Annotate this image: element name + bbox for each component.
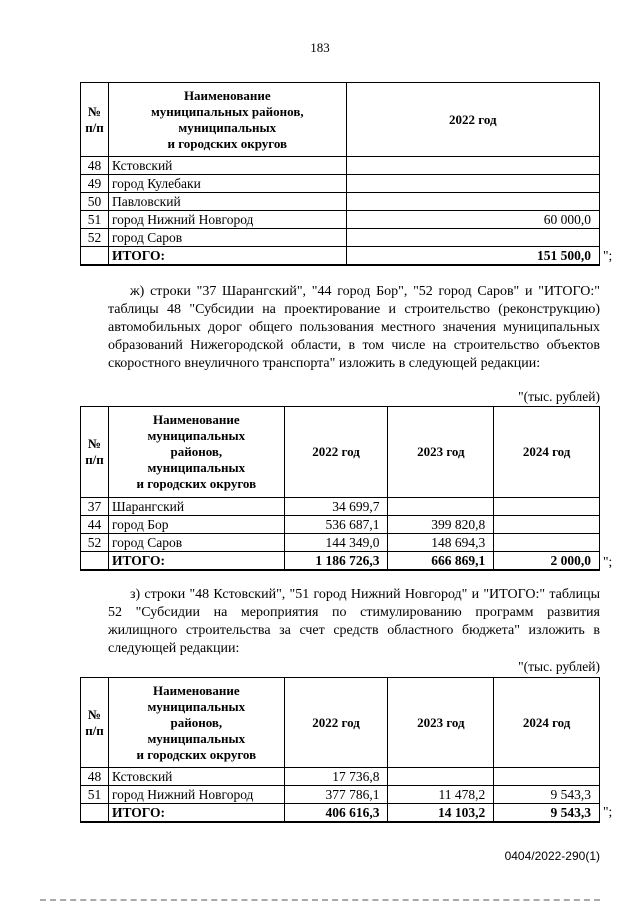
- column-header-name: [108, 83, 346, 157]
- table-row: [81, 157, 600, 175]
- row-value-2023: [388, 768, 494, 786]
- total-value-2022: 1 186 726,3: [284, 552, 388, 571]
- total-value-2023: 14 103,2: [388, 804, 494, 823]
- table-row: [81, 193, 600, 211]
- total-row: [81, 247, 600, 266]
- table-row: [81, 516, 600, 534]
- table-end-mark: ";: [603, 248, 613, 263]
- column-header-2022: 2022 год: [346, 83, 599, 157]
- paragraph-text: з) строки "48 Кстовский", "51 город Нижний Новгород" и "ИТОГО:" таблицы 52 "Субсидии на мероприятия по стимулированию программ развития жилищного строительства за счет средств областного бюджета" изложить в следующей редакции:: [108, 587, 600, 656]
- row-value-2022: [346, 229, 599, 247]
- table-52-housing: [80, 677, 600, 823]
- row-value-2022: 60 000,0: [346, 211, 599, 229]
- row-value-2022: 34 699,7: [284, 498, 388, 516]
- page-edge-artifact: [40, 899, 600, 901]
- row-number: 52: [81, 534, 109, 552]
- row-name: город Нижний Новгород: [108, 211, 346, 229]
- table-row: [81, 175, 600, 193]
- total-row: [81, 804, 600, 823]
- column-header-name: [108, 407, 284, 498]
- row-value-2022: [346, 175, 599, 193]
- row-value-2022: 377 786,1: [284, 786, 388, 804]
- column-header-name: [108, 678, 284, 768]
- total-value-2023: 666 869,1: [388, 552, 494, 571]
- header-text: № п/п: [85, 436, 104, 467]
- table-end-mark: ";: [603, 554, 613, 569]
- units-label: "(тыс. рублей): [518, 659, 600, 674]
- row-number: 37: [81, 498, 109, 516]
- page-number: 183: [310, 40, 330, 55]
- total-value-2024: 2 000,0: [494, 552, 600, 571]
- total-label: ИТОГО:: [108, 552, 284, 571]
- column-header-2022: 2022 год: [284, 678, 388, 768]
- table-row: [81, 211, 600, 229]
- row-value-2024: [494, 768, 600, 786]
- header-text: Наименование муниципальных районов, муниципальных и городских округов: [136, 412, 257, 491]
- column-header-2024: 2024 год: [494, 407, 600, 498]
- row-value-2022: 17 736,8: [284, 768, 388, 786]
- total-number-cell: [81, 804, 109, 823]
- row-value-2024: [494, 498, 600, 516]
- table-row: [81, 534, 600, 552]
- header-text: № п/п: [85, 706, 104, 738]
- row-number: 50: [81, 193, 109, 211]
- row-value-2024: [494, 534, 600, 552]
- row-value-2023: 11 478,2: [388, 786, 494, 804]
- row-name: город Нижний Новгород: [108, 786, 284, 804]
- row-value-2022: 144 349,0: [284, 534, 388, 552]
- row-value-2024: [494, 516, 600, 534]
- row-number: 51: [81, 786, 109, 804]
- total-value-2022: 406 616,3: [284, 804, 388, 823]
- header-text: Наименование муниципальных районов, муниципальных и городских округов: [136, 682, 257, 762]
- table-row: [81, 786, 600, 804]
- document-code: 0404/2022-290(1): [504, 849, 600, 863]
- table-row: [81, 498, 600, 516]
- row-number: 44: [81, 516, 109, 534]
- column-header-2023: 2023 год: [388, 407, 494, 498]
- row-name: город Саров: [108, 534, 284, 552]
- total-label: ИТОГО:: [108, 804, 284, 823]
- row-number: 48: [81, 157, 109, 175]
- table-subsidies-continued: [80, 82, 600, 266]
- row-value-2022: 536 687,1: [284, 516, 388, 534]
- paragraph-text: ж) строки "37 Шарангский", "44 город Бор", "52 город Саров" и "ИТОГО:" таблицы 48 "Субсидии на проектирование и строительство (реконструкцию) автомобильных дорог общего пользования местного значения муниципальных образований Нижегородской области, в том числе на строительство объектов скоростного внеуличного транспорта" изложить в следующей редакции:: [108, 284, 600, 371]
- row-value-2022: [346, 157, 599, 175]
- row-number: 49: [81, 175, 109, 193]
- column-header-2023: 2023 год: [388, 678, 494, 768]
- row-value-2022: [346, 193, 599, 211]
- row-name: Павловский: [108, 193, 346, 211]
- row-value-2023: [388, 498, 494, 516]
- total-label: ИТОГО:: [108, 247, 346, 266]
- header-text: Наименование муниципальных районов, муниципальных и городских округов: [150, 87, 304, 151]
- units-label: "(тыс. рублей): [518, 389, 600, 404]
- total-number-cell: [81, 552, 109, 571]
- row-name: город Бор: [108, 516, 284, 534]
- total-value-2022: 151 500,0: [346, 247, 599, 266]
- column-header-number: [81, 407, 109, 498]
- total-value-2024: 9 543,3: [494, 804, 600, 823]
- row-name: Шарангский: [108, 498, 284, 516]
- header-text: № п/п: [85, 103, 104, 135]
- row-name: город Саров: [108, 229, 346, 247]
- row-value-2023: 148 694,3: [388, 534, 494, 552]
- row-number: 51: [81, 211, 109, 229]
- amendment-paragraph-zh: [108, 283, 600, 373]
- row-name: Кстовский: [108, 157, 346, 175]
- total-row: [81, 552, 600, 571]
- table-end-mark: ";: [603, 804, 613, 819]
- row-value-2024: 9 543,3: [494, 786, 600, 804]
- row-value-2023: 399 820,8: [388, 516, 494, 534]
- row-name: город Кулебаки: [108, 175, 346, 193]
- column-header-number: [81, 83, 109, 157]
- column-header-2024: 2024 год: [494, 678, 600, 768]
- amendment-paragraph-z: [108, 586, 600, 658]
- table-row: [81, 229, 600, 247]
- table-row: [81, 768, 600, 786]
- row-number: 52: [81, 229, 109, 247]
- table-48-roads: [80, 406, 600, 571]
- total-number-cell: [81, 247, 109, 266]
- row-name: Кстовский: [108, 768, 284, 786]
- column-header-number: [81, 678, 109, 768]
- column-header-2022: 2022 год: [284, 407, 388, 498]
- row-number: 48: [81, 768, 109, 786]
